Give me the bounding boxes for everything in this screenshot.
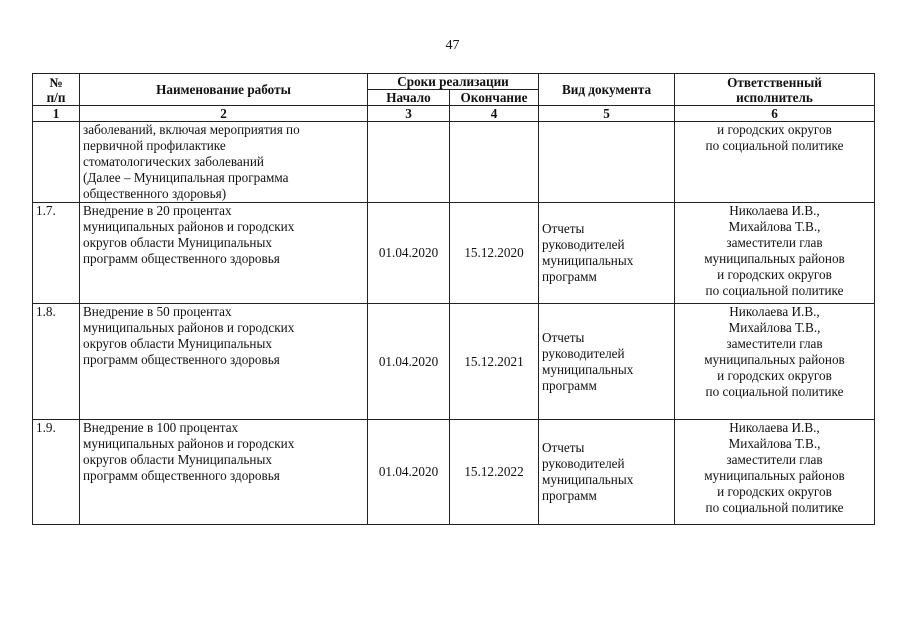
header-terms: Сроки реализации — [368, 74, 539, 90]
row-responsible: Николаева И.В., Михайлова Т.В., заместители глав муниципальных районов и городских округов по социальной политике — [675, 420, 875, 525]
table-row — [33, 122, 875, 203]
row-work-name: Внедрение в 50 процентах муниципальных районов и городских округов области Муниципальных программ общественного здоровья — [80, 304, 368, 420]
row-num: 1.9. — [33, 420, 80, 525]
column-number: 5 — [539, 106, 675, 122]
header-end: Окончание — [450, 90, 539, 106]
row-responsible: и городских округов по социальной политике — [675, 122, 875, 203]
column-number: 3 — [368, 106, 450, 122]
column-number: 2 — [80, 106, 368, 122]
column-number-row — [33, 106, 875, 122]
row-doc-type: Отчеты руководителей муниципальных программ — [539, 304, 675, 420]
column-number: 4 — [450, 106, 539, 122]
row-start-date: 01.04.2020 — [368, 203, 450, 304]
work-plan-table — [32, 73, 875, 525]
row-end-date: 15.12.2020 — [450, 203, 539, 304]
row-work-name: Внедрение в 20 процентах муниципальных районов и городских округов области Муниципальных программ общественного здоровья — [80, 203, 368, 304]
row-responsible: Николаева И.В., Михайлова Т.В., заместители глав муниципальных районов и городских округов по социальной политике — [675, 203, 875, 304]
row-num: 1.8. — [33, 304, 80, 420]
row-end-date: 15.12.2022 — [450, 420, 539, 525]
row-end-date — [450, 122, 539, 203]
column-number: 1 — [33, 106, 80, 122]
header-start: Начало — [368, 90, 450, 106]
header-row — [33, 74, 875, 90]
row-doc-type: Отчеты руководителей муниципальных программ — [539, 203, 675, 304]
table-row — [33, 304, 875, 420]
page-number: 47 — [445, 38, 460, 53]
row-start-date: 01.04.2020 — [368, 420, 450, 525]
header-num: № п/п — [33, 74, 80, 106]
row-start-date — [368, 122, 450, 203]
table-row — [33, 420, 875, 525]
row-responsible: Николаева И.В., Михайлова Т.В., заместители глав муниципальных районов и городских округов по социальной политике — [675, 304, 875, 420]
row-doc-type: Отчеты руководителей муниципальных программ — [539, 420, 675, 525]
row-work-name: заболеваний, включая мероприятия по первичной профилактике стоматологических заболеваний (Далее – Муниципальная программа общественного здоровья) — [80, 122, 368, 203]
row-end-date: 15.12.2021 — [450, 304, 539, 420]
table-row — [33, 203, 875, 304]
column-number: 6 — [675, 106, 875, 122]
header-responsible: Ответственный исполнитель — [675, 74, 875, 106]
row-start-date: 01.04.2020 — [368, 304, 450, 420]
header-doc: Вид документа — [539, 74, 675, 106]
row-num — [33, 122, 80, 203]
row-work-name: Внедрение в 100 процентах муниципальных районов и городских округов области Муниципальных программ общественного здоровья — [80, 420, 368, 525]
row-num: 1.7. — [33, 203, 80, 304]
header-name: Наименование работы — [80, 74, 368, 106]
row-doc-type — [539, 122, 675, 203]
